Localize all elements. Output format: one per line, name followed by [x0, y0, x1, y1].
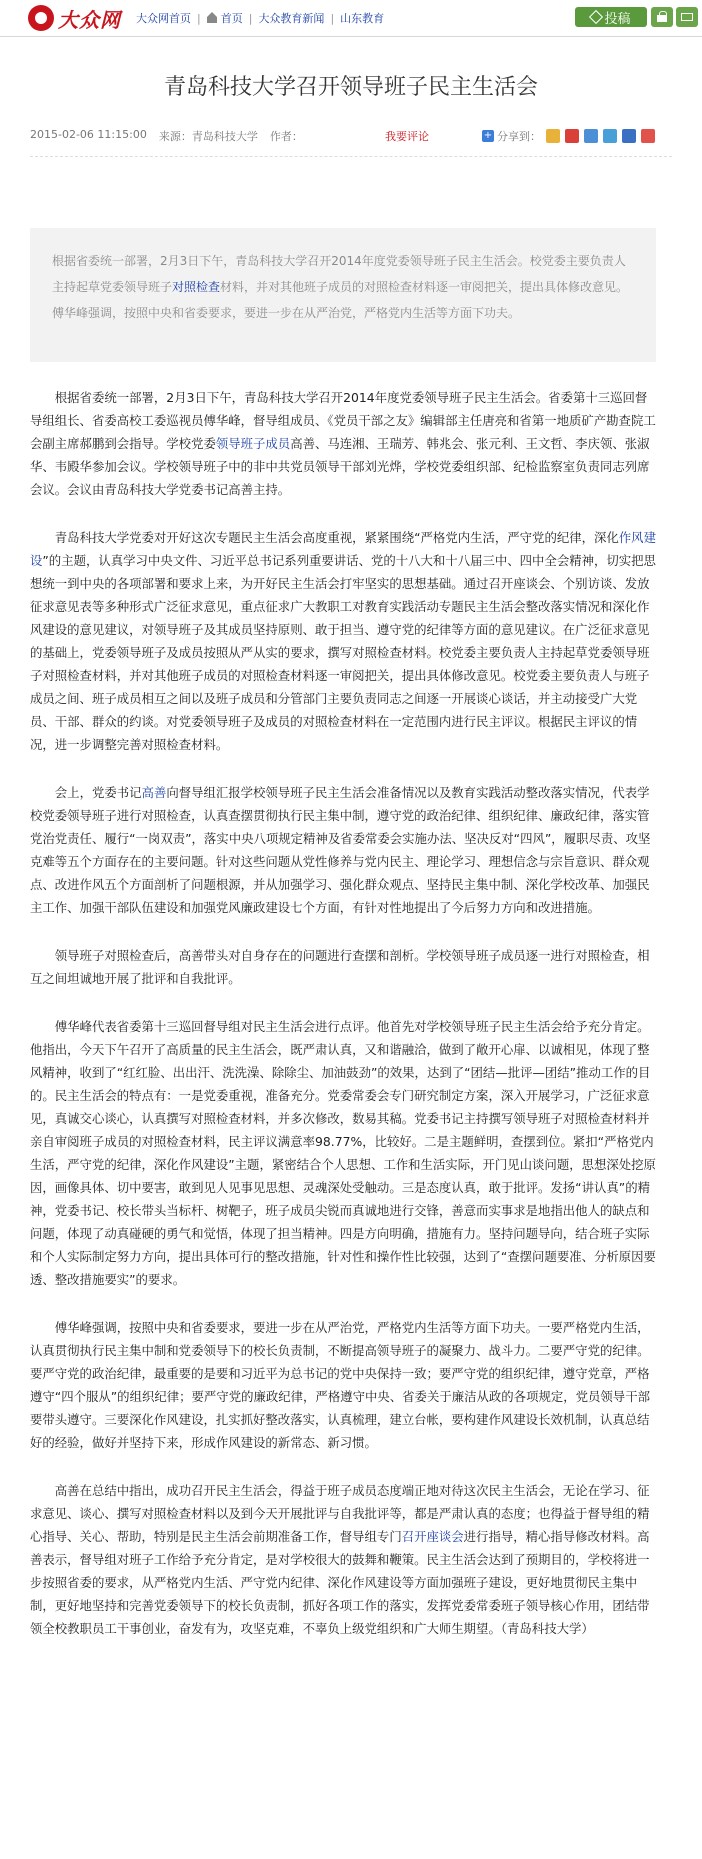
home-icon	[207, 14, 217, 23]
site-logo[interactable]	[28, 4, 121, 32]
renren-icon[interactable]	[622, 129, 636, 143]
summary-text: 材料，并对其他班子成员的对照检查材料逐一审阅把关，提出具体修改意见。傅华峰强调，按照中央和省委要求，要进一步在从严治党，严格党内生活等方面下功夫。	[52, 280, 629, 320]
paragraph-text: 高善在总结中指出，成功召开民主生活会，得益于班子成员态度端正地对待这次民主生活会，无论在学习、征求意见、谈心、撰写对照检查材料以及到今天开展批评与自我批评等，都是严肃认真的态度；也得益于督导组的精心指导、关心、帮助，特别是民主生活会前期准备工作，督导组专门	[30, 1483, 650, 1544]
breadcrumb-separator: |	[330, 11, 335, 25]
paragraph-text: 傅华峰代表省委第十三巡回督导组对民主生活会进行点评。他首先对学校领导班子民主生活会给予充分肯定。他指出，今天下午召开了高质量的民主生活会，既严肃认真，又和谐融洽，做到了敞开心扉、以诚相见，体现了整风精神，收到了“红红脸、出出汗、洗洗澡、除除尘、加油鼓劲”的效果，达到了“团结—批评—团结”推动工作的目的。民主生活会的特点有：一是党委重视，准备充分。党委常委会专门研究制定方案，深入开展学习，广泛征求意见，真诚交心谈心，认真撰写对照检查材料，并多次修改，数易其稿。党委书记主持撰写领导班子对照检查材料并亲自审阅班子成员的对照检查材料，民主评议满意率98.77%，比较好。二是主题鲜明，查摆到位。紧扣“严格党内生活，严守党的纪律，深化作风建设”主题，紧密结合个人思想、工作和生活实际，开门见山谈问题，思想深处挖原因，画像具体、切中要害，敢到见人见事见思想、灵魂深处受触动。三是态度认真，敢于批评。发扬“讲认真”的精神，党委书记、校长带头当标杆、树靶子，班子成员尖锐而真诚地进行交锋，善意而实事求是地指出他人的缺点和问题，体现了动真碰硬的勇气和觉悟，体现了担当精神。四是方向明确，措施有力。坚持问题导向，结合班子实际和个人实际制定努力方向，提出具体可行的整改措施，针对性和操作性比较强，达到了“查摆问题要准、分析原因要透、整改措施要实”的要求。	[30, 1019, 656, 1287]
inline-link[interactable]: 高善	[141, 785, 167, 800]
share-plus-icon[interactable]: +	[483, 130, 493, 141]
kaixin-icon[interactable]	[641, 129, 655, 143]
summary-link[interactable]: 对照检查	[172, 280, 221, 294]
nav-home[interactable]: 首页	[220, 12, 243, 25]
paragraph	[30, 1479, 656, 1640]
nav-education-news[interactable]: 大众教育新闻	[258, 12, 325, 25]
logo-mark-icon	[28, 5, 54, 31]
paragraph-text: 青岛科技大学党委对开好这次专题民主生活会高度重视，紧紧围绕“严格党内生活，严守党的纪律，深化	[54, 530, 619, 545]
comment-link[interactable]: 我要评论	[385, 130, 429, 143]
paragraph-text: 向督导组汇报学校领导班子民主生活会准备情况以及教育实践活动整改落实情况，代表学校党委领导班子进行对照检查，认真查摆贯彻执行民主集中制，遵守党的政治纪律、组织纪律、廉政纪律，落实管党治党责任、履行“一岗双责”，落实中央八项规定精神及省委常委会实施办法、坚决反对“四风”，履职尽责、攻坚克难等五个方面存在的主要问题。针对这些问题从党性修养与党内民主、理论学习、理想信念与宗旨意识、群众观点、改进作风五个方面剖析了问题根源，并从加强学习、强化群众观点、坚持民主集中制、深化学校改革、加强民主工作、加强干部队伍建设和加强党风廉政建设七个方面，有针对性地提出了今后努力方向和改进措施。	[30, 785, 651, 915]
article-date: 2015-02-06 11:15:00	[30, 128, 147, 141]
paragraph	[30, 944, 656, 990]
paragraph	[30, 1316, 656, 1454]
pengyou-icon[interactable]	[603, 129, 617, 143]
share-label: 分享到：	[497, 130, 541, 143]
article-summary	[30, 228, 656, 362]
share-bar	[482, 128, 655, 144]
inline-link[interactable]: 作风建设	[30, 530, 656, 568]
paragraph	[30, 781, 656, 919]
breadcrumb-separator: |	[197, 11, 201, 25]
paragraph-text: 高善、马连湘、王瑞芳、韩兆会、张元利、王文哲、李庆领、张淑华、韦殿华参加会议。学校领导班子中的非中共党员领导干部刘光烨，学校党委组织部、纪检监察室负责同志列席会议。会议由青岛科技大学党委书记高善主持。	[30, 436, 650, 497]
article-author: 作者：	[269, 130, 303, 143]
pen-icon	[589, 10, 603, 24]
article-title: 青岛科技大学召开领导班子民主生活会	[163, 75, 538, 100]
paragraph-text: ”的主题，认真学习中央文件、习近平总书记系列重要讲话、党的十八大和十八届三中、四中全会精神，切实把思想统一到中央的各项部署和要求上来，为开好民主生活会打牢坚实的思想基础。通过召开座谈会、个别访谈、发放征求意见表等多种形式广泛征求意见，重点征求广大教职工对教育实践活动专题民主生活会整改落实情况和深化作风建设的意见建议，对领导班子及其成员坚持原则、敢于担当、遵守党的纪律等方面的意见建议。在广泛征求意见的基础上，党委领导班子及成员按照从严从实的要求，撰写对照检查材料。校党委主要负责人主持起草党委领导班子对照检查材料，并对其他班子成员的对照检查材料逐一审阅把关，提出具体修改意见。校党委主要负责人与班子成员之间、班子成员相互之间以及班子成员和分管部门主要负责同志之间逐一开展谈心谈话，并主动接受广大党员、干部、群众的约谈。对党委领导班子及成员的对照检查材料在一定范围内进行民主评议。根据民主评议的情况，进一步调整完善对照检查材料。	[30, 553, 656, 752]
article-source: 来源：青岛科技大学	[158, 130, 258, 143]
article-body	[30, 386, 656, 1665]
breadcrumb-separator: |	[248, 11, 253, 25]
inline-link[interactable]: 召开座谈会	[401, 1529, 464, 1544]
paragraph-text: 会上，党委书记	[54, 785, 142, 800]
tencent-weibo-icon[interactable]	[584, 129, 598, 143]
paragraph	[30, 1015, 656, 1291]
meta-divider	[30, 156, 672, 158]
submit-article-label: 投稿	[604, 11, 631, 27]
submit-article-button[interactable]	[575, 7, 647, 27]
paragraph-text: 领导班子对照检查后，高善带头对自身存在的问题进行查摆和剖析。学校领导班子成员逐一进行对照检查，相互之间坦诚地开展了批评和自我批评。	[30, 948, 650, 986]
paragraph	[30, 386, 656, 501]
inline-link[interactable]: 领导班子成员	[215, 436, 291, 451]
article-meta	[30, 128, 315, 144]
paragraph	[30, 526, 656, 756]
breadcrumb	[136, 0, 384, 36]
paragraph-text: 傅华峰强调，按照中央和省委要求，要进一步在从严治党，严格党内生活等方面下功夫。一要严格党内生活，认真贯彻执行民主集中制和党委领导下的校长负责制，不断提高领导班子的凝聚力、战斗力。二要严守党的纪律。要严守党的政治纪律，最重要的是要和习近平为总书记的党中央保持一致；要严守党的组织纪律，遵守党章，严格遵守“四个服从”的组织纪律；要严守党的廉政纪律，严格遵守中央、省委关于廉洁从政的各项规定，党员领导干部要带头遵守。三要深化作风建设，扎实抓好整改落实，认真梳理，建立台帐，要构建作风建设长效机制，认真总结好的经验，做好并坚持下来，形成作风建设的新常态、新习惯。	[30, 1320, 650, 1450]
weibo-icon[interactable]	[565, 129, 579, 143]
paragraph-text: 根据省委统一部署，2月3日下午，青岛科技大学召开2014年度党委领导班子民主生活会。省委第十三巡回督导组组长、省委高校工委巡视员傅华峰，督导组成员、《党员干部之友》编辑部主任唐亮和省第一地质矿产勘查院工会副主席郝鹏到会指导。学校党委	[30, 390, 656, 451]
lock-icon[interactable]	[651, 7, 673, 27]
top-bar	[0, 0, 702, 37]
summary-text: 根据省委统一部署，2月3日下午，青岛科技大学召开2014年度党委领导班子民主生活会。校党委主要负责人主持起草党委领导班子	[52, 254, 626, 294]
nav-shandong-education[interactable]: 山东教育	[340, 12, 385, 25]
mail-icon[interactable]	[676, 7, 698, 27]
logo-text: 大众网	[58, 7, 121, 32]
paragraph-text: 进行指导，精心指导修改材料。高善表示，督导组对班子工作给予充分肯定，是对学校很大的鼓舞和鞭策。民主生活会达到了预期目的，学校将进一步按照省委的要求，从严格党内生活、严守党内纪律、深化作风建设等方面加强班子建设，更好地贯彻民主集中制，更好地坚持和完善党委领导下的校长负责制，抓好各项工作的落实，发挥党委常委班子领导核心作用，团结带领全校教职员工干事创业，奋发有为，攻坚克难，不辜负上级党组织和广大师生期望。（青岛科技大学）	[30, 1529, 650, 1636]
qzone-icon[interactable]	[546, 129, 560, 143]
nav-dazhong-home[interactable]: 大众网首页	[136, 12, 191, 25]
